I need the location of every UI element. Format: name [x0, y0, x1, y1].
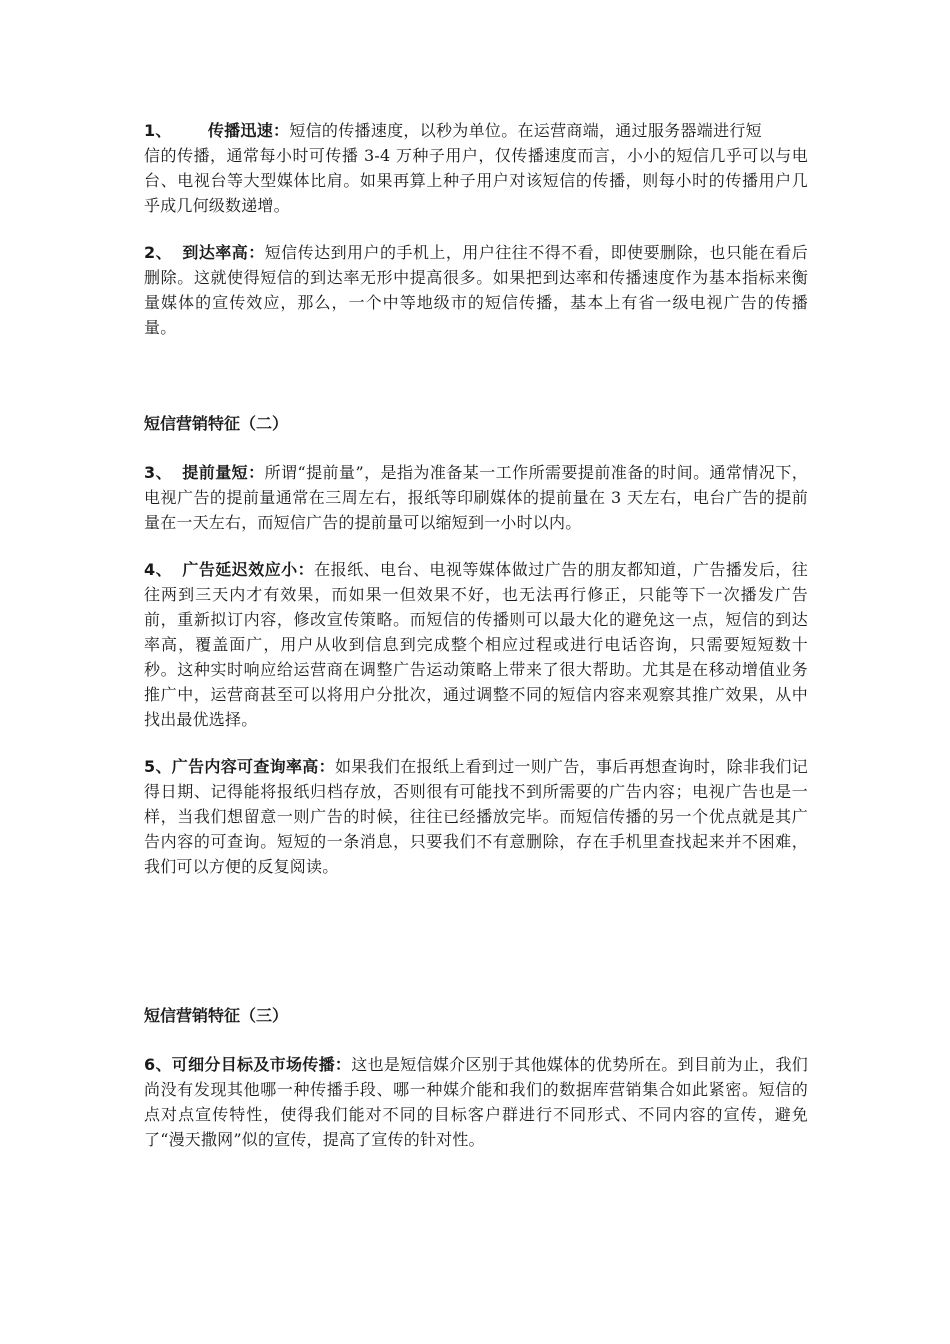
item-title: 传播迅速： — [207, 121, 290, 140]
item-number: 6、 — [144, 1055, 172, 1074]
item-title: 广告内容可查询率高： — [171, 757, 335, 776]
item-text: 短信传达到用户的手机上，用户往往不得不看，即使要删除，也只能在看后删除。这就使得短信的到达率无形中提高很多。如果把到达率和传播速度作为基本指标来衡量媒体的宣传效应，那么，一个中等地级市的短信传播，基本上有省一级电视广告的传播量。 — [144, 243, 808, 337]
item-text: 所谓“提前量”，是指为准备某一工作所需要提前准备的时间。通常情况下，电视广告的提前量通常在三周左右，报纸等印刷媒体的提前量在 3 天左右，电台广告的提前量在一天左右，而短信广告的提前量可以缩短到一小时以内。 — [144, 463, 808, 532]
paragraph-4 — [144, 557, 808, 732]
section-heading: 短信营销特征（二） — [144, 414, 289, 433]
item-title: 可细分目标及市场传播： — [171, 1055, 352, 1074]
item-title: 广告延迟效应小： — [182, 560, 315, 579]
item-number: 4、 — [144, 560, 173, 579]
item-number: 1、 — [144, 121, 172, 140]
section-heading: 短信营销特征（三） — [144, 1006, 289, 1025]
item-title: 提前量短： — [182, 463, 265, 482]
item-text: 在报纸、电台、电视等媒体做过广告的朋友都知道，广告播发后，往往两到三天内才有效果，而如果一但效果不好，也无法再行修正，只能等下一次播发广告前，重新拟订内容，修改宣传策略。而短信的传播则可以最大化的避免这一点，短信的到达率高，覆盖面广，用户从收到信息到完成整个相应过程或进行电话咨询，只需要短短数十秒。这种实时响应给运营商在调整广告运动策略上带来了很大帮助。尤其是在移动增值业务推广中，运营商甚至可以将用户分批次，通过调整不同的短信内容来观察其推广效果，从中找出最优选择。 — [144, 560, 808, 729]
item-number: 2、 — [144, 243, 173, 262]
paragraph-2 — [144, 240, 808, 340]
item-title: 到达率高： — [182, 243, 265, 262]
item-text: 这也是短信媒介区别于其他媒体的优势所在。到目前为止，我们尚没有发现其他哪一种传播手段、哪一种媒介能和我们的数据库营销集合如此紧密。短信的点对点宣传特性，使得我们能对不同的目标客户群进行不同形式、不同内容的宣传，避免了“漫天撒网”似的宣传，提高了宣传的针对性。 — [144, 1055, 808, 1149]
paragraph-1 — [144, 118, 808, 218]
paragraph-5 — [144, 754, 808, 879]
document-page — [144, 118, 808, 1152]
item-number: 5、 — [144, 757, 172, 776]
item-text: 信的传播，通常每小时可传播 3-4 万种子用户，仅传播速度而言，小小的短信几乎可以与电台、电视台等大型媒体比肩。如果再算上种子用户对该短信的传播，则每小时的传播用户几乎成几何级数递增。 — [144, 146, 808, 215]
paragraph-3 — [144, 460, 808, 535]
item-text: 如果我们在报纸上看到过一则广告，事后再想查询时，除非我们记得日期、记得能将报纸归档存放，否则很有可能找不到所需要的广告内容；电视广告也是一样，当我们想留意一则广告的时候，往往已经播放完毕。而短信传播的另一个优点就是其广告内容的可查询。短短的一条消息，只要我们不有意删除，存在手机里查找起来并不困难，我们可以方便的反复阅读。 — [144, 757, 808, 876]
item-text: 短信的传播速度，以秒为单位。在运营商端，通过服务器端进行短 — [289, 121, 762, 140]
paragraph-6 — [144, 1052, 808, 1152]
item-number: 3、 — [144, 463, 173, 482]
